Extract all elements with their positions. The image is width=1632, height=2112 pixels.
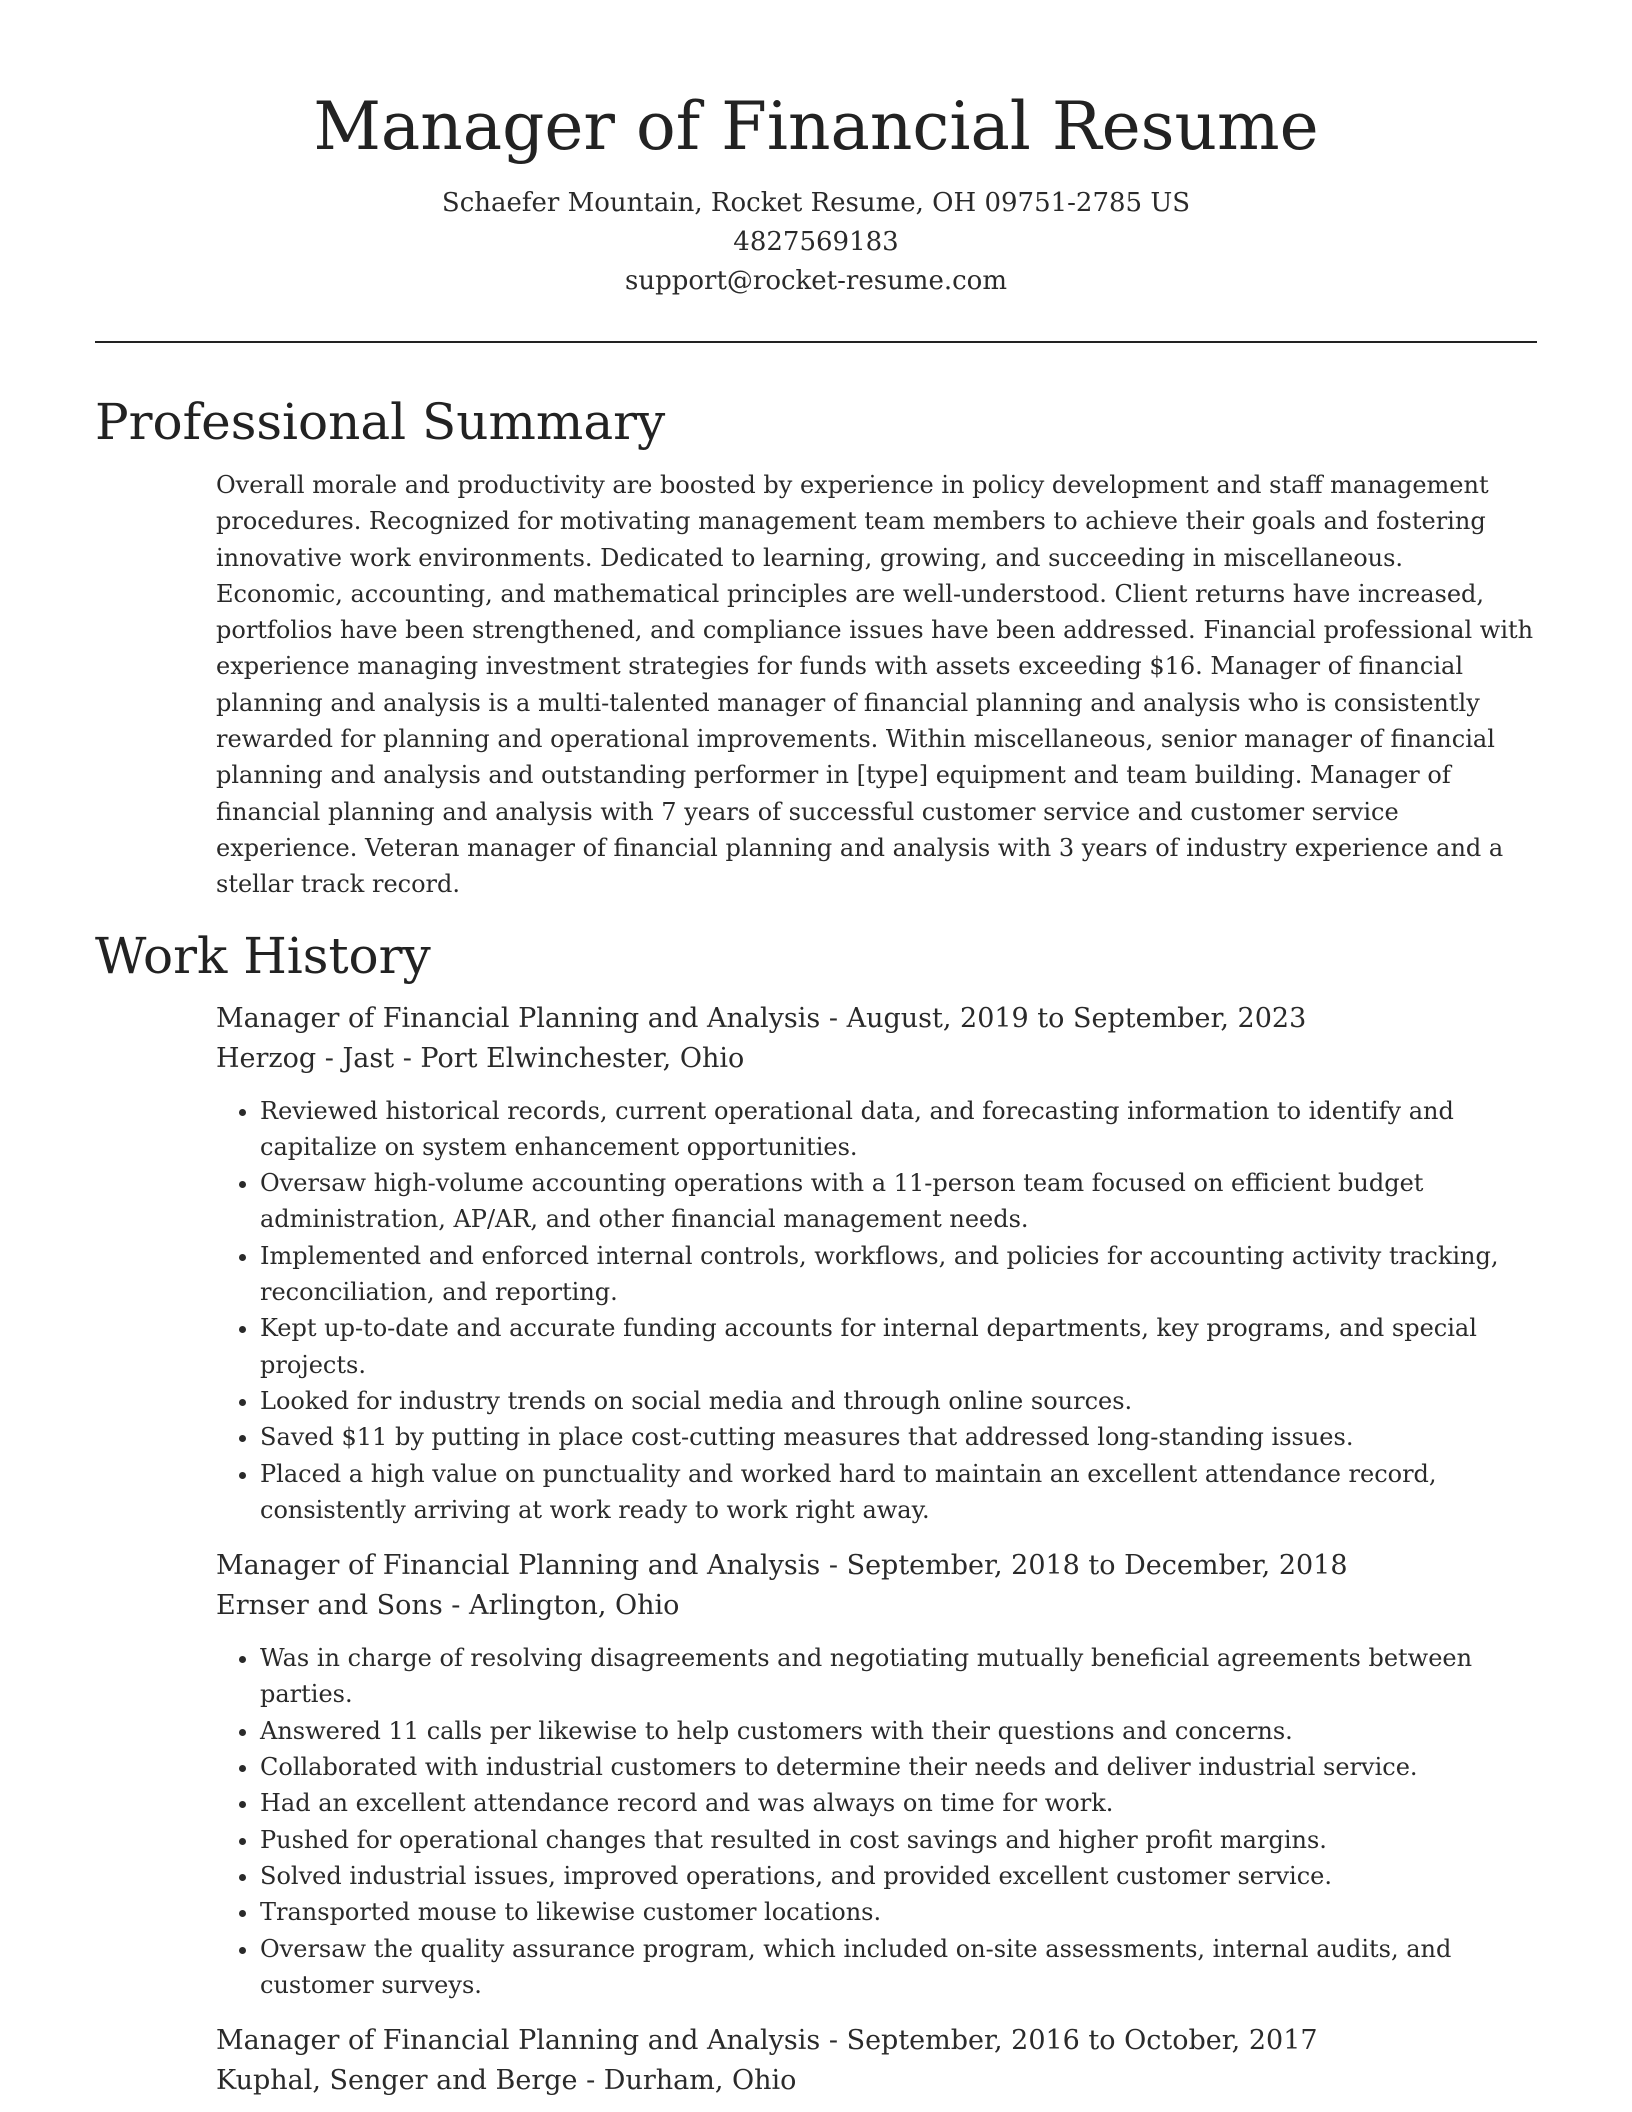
job-company: Kuphal, Senger and Berge — [216, 2065, 578, 2097]
job-bullet: • Implemented and enforced internal controls, workflows, and policies for accounting activity tracking, reconciliation, and reporting. — [260, 1238, 1537, 1311]
job-location: Durham, Ohio — [603, 2065, 797, 2097]
job-bullet: • Looked for industry trends on social media and through online sources. — [260, 1383, 1537, 1419]
job-title-line — [216, 999, 1537, 1039]
job-dates: September, 2018 to December, 2018 — [846, 1550, 1348, 1582]
job-title-line — [216, 1546, 1537, 1586]
job-bullet: • Kept up-to-date and accurate funding accounts for internal departments, key programs, and special projects. — [260, 1310, 1537, 1383]
job-separator: - — [820, 2025, 847, 2057]
professional-summary-section — [95, 389, 1537, 903]
job-bullet: • Was in charge of resolving disagreements and negotiating mutually beneficial agreements between parties. — [260, 1640, 1537, 1713]
job-bullet: • Solved industrial issues, improved operations, and provided excellent customer service. — [260, 1858, 1537, 1894]
job-entry — [216, 999, 1537, 1529]
job-bullet-list — [216, 1640, 1537, 2003]
job-dates: September, 2016 to October, 2017 — [846, 2025, 1318, 2057]
job-entry — [216, 2021, 1537, 2101]
header-divider — [95, 341, 1537, 343]
job-separator: - — [442, 1590, 469, 1622]
job-separator: - — [394, 1042, 421, 1074]
contact-address: Schaefer Mountain, Rocket Resume, OH 09751-2785 US — [441, 188, 1191, 218]
job-title-line — [216, 2021, 1537, 2061]
contact-email: support@rocket-resume.com — [624, 266, 1007, 296]
job-bullet: • Placed a high value on punctuality and worked hard to maintain an excellent attendance record, consistently arriving at work ready to work right away. — [260, 1456, 1537, 1529]
job-separator: - — [820, 1002, 847, 1034]
job-bullet: • Collaborated with industrial customers to determine their needs and deliver industrial service. — [260, 1749, 1537, 1785]
job-bullet: • Answered 11 calls per likewise to help customers with their questions and concerns. — [260, 1713, 1537, 1749]
job-company-line — [216, 1586, 1537, 1626]
job-bullet: • Pushed for operational changes that resulted in cost savings and higher profit margins. — [260, 1822, 1537, 1858]
job-bullet: • Transported mouse to likewise customer locations. — [260, 1894, 1537, 1930]
contact-phone: 4827569183 — [733, 227, 899, 257]
job-company: Herzog - Jast — [216, 1042, 395, 1074]
job-location: Arlington, Ohio — [468, 1590, 680, 1622]
job-bullet: • Saved $11 by putting in place cost-cutting measures that addressed long-standing issues. — [260, 1419, 1537, 1455]
job-bullet-list — [216, 1093, 1537, 1529]
job-location: Port Elwinchester, Ohio — [420, 1042, 745, 1074]
job-dates: August, 2019 to September, 2023 — [846, 1002, 1307, 1034]
summary-text: Overall morale and productivity are boosted by experience in policy development and staff management procedures. Recognized for motivating management team members to achieve their goals and fostering innovative work environments. Dedicated to learning, growing, and succeeding in miscellaneous. Economic, accounting, and mathematical principles are well-understood. Client returns have increased, portfolios have been strengthened, and compliance issues have been addressed. Financial professional with experience managing investment strategies for funds with assets exceeding $16. Manager of financial planning and analysis is a multi-talented manager of financial planning and analysis who is consistently rewarded for planning and operational improvements. Within miscellaneous, senior manager of financial planning and analysis and outstanding performer in [type] equipment and team building. Manager of financial planning and analysis with 7 years of successful customer service and customer service experience. Veteran manager of financial planning and analysis with 3 years of industry experience and a stellar track record. — [216, 471, 1534, 899]
job-bullet: • Had an excellent attendance record and was always on time for work. — [260, 1785, 1537, 1821]
job-company: Ernser and Sons — [216, 1590, 443, 1622]
section-title-summary: Professional Summary — [95, 393, 666, 451]
job-bullet: • Oversaw the quality assurance program, which included on-site assessments, internal audits, and customer surveys. — [260, 1931, 1537, 2004]
resume-header — [95, 0, 1537, 301]
job-bullet: • Reviewed historical records, current operational data, and forecasting information to identify and capitalize on system enhancement opportunities. — [260, 1093, 1537, 1166]
job-entry — [216, 1546, 1537, 2003]
job-company-line — [216, 2061, 1537, 2101]
resume-title: Manager of Financial Resume — [313, 88, 1319, 165]
section-title-work-history: Work History — [95, 926, 431, 985]
job-bullet: • Oversaw high-volume accounting operations with a 11-person team focused on efficient budget administration, AP/AR, and other financial management needs. — [260, 1165, 1537, 1238]
job-title: Manager of Financial Planning and Analysis — [216, 1550, 821, 1582]
job-company-line — [216, 1039, 1537, 1079]
job-separator: - — [820, 1550, 847, 1582]
job-separator: - — [577, 2065, 604, 2097]
job-title: Manager of Financial Planning and Analysis — [216, 2025, 821, 2057]
work-history-section — [95, 923, 1537, 2102]
job-title: Manager of Financial Planning and Analysis — [216, 1002, 821, 1034]
